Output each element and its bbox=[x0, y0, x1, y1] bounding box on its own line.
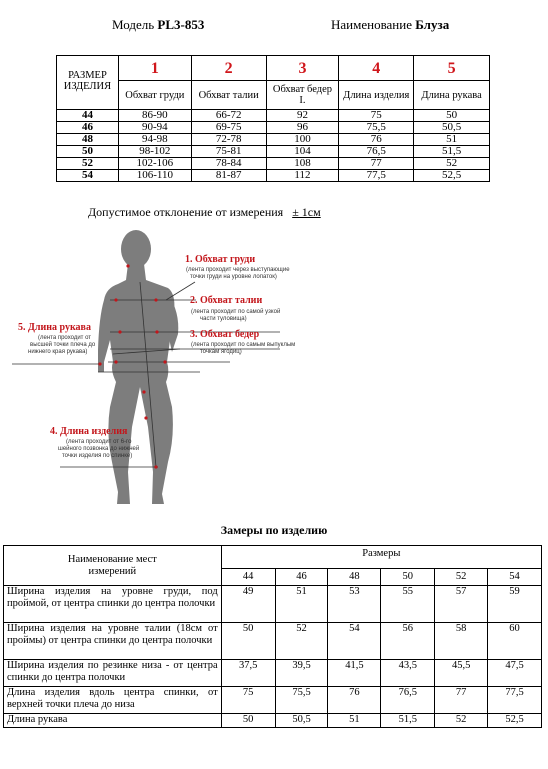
measure-row bbox=[4, 586, 542, 623]
measure-row bbox=[4, 714, 542, 728]
size-cell: 52 bbox=[57, 158, 119, 170]
size-row bbox=[57, 110, 490, 122]
label-sleeve-note-2: высшей точки плеча до bbox=[30, 342, 96, 348]
size-value-cell: 92 bbox=[266, 110, 339, 122]
measure-value-cell: 55 bbox=[381, 586, 435, 623]
model-line bbox=[112, 17, 204, 33]
col-num-5: 5 bbox=[414, 56, 490, 81]
measure-row bbox=[4, 687, 542, 714]
size-value-cell: 108 bbox=[266, 158, 339, 170]
size-value-cell: 112 bbox=[266, 170, 339, 182]
label-waist-note: (лента проходит по самой узкой bbox=[191, 309, 281, 315]
measurement-figure bbox=[0, 222, 548, 507]
label-hips bbox=[190, 329, 295, 355]
size-value-cell: 90-94 bbox=[118, 122, 191, 134]
deviation-note bbox=[88, 205, 321, 220]
size-value-cell: 52,5 bbox=[414, 170, 490, 182]
size-value-cell: 51 bbox=[414, 134, 490, 146]
measure-value-cell: 52 bbox=[275, 623, 328, 660]
label-waist bbox=[190, 295, 280, 322]
label-hips-title: 3. Обхват бедер bbox=[190, 329, 260, 340]
size-corner-label: РАЗМЕР ИЗДЕЛИЯ bbox=[57, 56, 119, 110]
size-value-cell: 98-102 bbox=[118, 146, 191, 158]
size-value-cell: 69-75 bbox=[191, 122, 266, 134]
col-num-1: 1 bbox=[118, 56, 191, 81]
measure-value-cell: 37,5 bbox=[221, 660, 275, 687]
measure-value-cell: 50 bbox=[221, 623, 275, 660]
label-chest-note-2: точки груди на уровне лопаток) bbox=[190, 274, 277, 280]
size-value-cell: 52 bbox=[414, 158, 490, 170]
measure-value-cell: 51 bbox=[275, 586, 328, 623]
measure-name-cell: Длина изделия вдоль центра спинки, от верхней точки плеча до низа bbox=[4, 687, 222, 714]
measure-value-cell: 75 bbox=[221, 687, 275, 714]
measure-value-cell: 60 bbox=[488, 623, 542, 660]
size-value-cell: 100 bbox=[266, 134, 339, 146]
measure-name-cell: Ширина изделия на уровне груди, под проймой, от центра спинки до центра полочки bbox=[4, 586, 222, 623]
measure-value-cell: 59 bbox=[488, 586, 542, 623]
size-value-cell: 96 bbox=[266, 122, 339, 134]
col-label-chest: Обхват груди bbox=[118, 81, 191, 110]
size-header-cell: 46 bbox=[275, 569, 328, 586]
col-num-3: 3 bbox=[266, 56, 339, 81]
size-value-cell: 81-87 bbox=[191, 170, 266, 182]
size-value-cell: 106-110 bbox=[118, 170, 191, 182]
measure-table bbox=[3, 545, 542, 728]
size-cell: 44 bbox=[57, 110, 119, 122]
measure-value-cell: 50,5 bbox=[275, 714, 328, 728]
label-sleeve-note: (лента проходит от bbox=[38, 335, 92, 341]
size-row bbox=[57, 134, 490, 146]
size-row bbox=[57, 170, 490, 182]
measure-value-cell: 77,5 bbox=[488, 687, 542, 714]
col-label-length: Длина изделия bbox=[339, 81, 414, 110]
name-value: Блуза bbox=[415, 17, 450, 32]
col-num-2: 2 bbox=[191, 56, 266, 81]
measure-value-cell: 77 bbox=[435, 687, 488, 714]
label-waist-title: 2. Обхват талии bbox=[190, 295, 263, 306]
measure-name-cell: Ширина изделия по резинке низа - от центра спинки до центра полочки bbox=[4, 660, 222, 687]
measure-value-cell: 45,5 bbox=[435, 660, 488, 687]
measure-value-cell: 53 bbox=[328, 586, 381, 623]
size-cell: 54 bbox=[57, 170, 119, 182]
measure-value-cell: 49 bbox=[221, 586, 275, 623]
size-value-cell: 76,5 bbox=[339, 146, 414, 158]
size-value-cell: 102-106 bbox=[118, 158, 191, 170]
label-chest-note: (лента проходит через выступающие bbox=[186, 267, 290, 273]
label-waist-note-2: части туловища) bbox=[200, 316, 247, 322]
measure-value-cell: 51 bbox=[328, 714, 381, 728]
measure-name-cell: Длина рукава bbox=[4, 714, 222, 728]
size-value-cell: 77 bbox=[339, 158, 414, 170]
model-value: PL3-853 bbox=[157, 17, 205, 32]
size-header-cell: 50 bbox=[381, 569, 435, 586]
size-value-cell: 50,5 bbox=[414, 122, 490, 134]
col-label-waist: Обхват талии bbox=[191, 81, 266, 110]
measure-row bbox=[4, 660, 542, 687]
size-table bbox=[56, 55, 490, 182]
size-value-cell: 50 bbox=[414, 110, 490, 122]
label-length-note-3: точки изделия по спинке) bbox=[62, 453, 133, 459]
size-header-cell: 48 bbox=[328, 569, 381, 586]
name-line bbox=[331, 17, 449, 33]
measure-value-cell: 54 bbox=[328, 623, 381, 660]
size-header-cell: 54 bbox=[488, 569, 542, 586]
measure-value-cell: 76 bbox=[328, 687, 381, 714]
label-chest-title: 1. Обхват груди bbox=[185, 254, 256, 265]
measure-value-cell: 39,5 bbox=[275, 660, 328, 687]
label-hips-note: (лента проходит по самым выпуклым bbox=[191, 342, 296, 348]
label-hips-note-2: точкам ягодиц) bbox=[200, 349, 242, 355]
size-header-cell: 44 bbox=[221, 569, 275, 586]
col-num-4: 4 bbox=[339, 56, 414, 81]
label-sleeve-title: 5. Длина рукава bbox=[18, 322, 91, 333]
measure-value-cell: 41,5 bbox=[328, 660, 381, 687]
name-label: Наименование bbox=[331, 17, 412, 32]
size-value-cell: 66-72 bbox=[191, 110, 266, 122]
measure-name-cell: Ширина изделия на уровне талии (18см от проймы) от центра спинки до центра полочки bbox=[4, 623, 222, 660]
size-value-cell: 75 bbox=[339, 110, 414, 122]
label-length-note: (лента проходит от 6-го bbox=[66, 439, 132, 445]
size-value-cell: 75,5 bbox=[339, 122, 414, 134]
measure-value-cell: 47,5 bbox=[488, 660, 542, 687]
size-value-cell: 104 bbox=[266, 146, 339, 158]
measure-value-cell: 43,5 bbox=[381, 660, 435, 687]
size-cell: 48 bbox=[57, 134, 119, 146]
size-header-cell: 52 bbox=[435, 569, 488, 586]
measure-row bbox=[4, 623, 542, 660]
size-value-cell: 77,5 bbox=[339, 170, 414, 182]
label-chest bbox=[185, 254, 290, 280]
col-label-sleeve: Длина рукава bbox=[414, 81, 490, 110]
measure-value-cell: 57 bbox=[435, 586, 488, 623]
size-value-cell: 75-81 bbox=[191, 146, 266, 158]
measure-value-cell: 52,5 bbox=[488, 714, 542, 728]
sizes-header: Размеры bbox=[221, 546, 541, 569]
label-sleeve-note-3: нижнего края рукава) bbox=[28, 349, 88, 355]
measure-table-title: Замеры по изделию bbox=[220, 523, 328, 537]
measure-value-cell: 58 bbox=[435, 623, 488, 660]
size-cell: 46 bbox=[57, 122, 119, 134]
size-value-cell: 72-78 bbox=[191, 134, 266, 146]
size-row bbox=[57, 158, 490, 170]
size-value-cell: 76 bbox=[339, 134, 414, 146]
deviation-text: Допустимое отклонение от измерения bbox=[88, 205, 284, 219]
size-value-cell: 86-90 bbox=[118, 110, 191, 122]
measure-value-cell: 52 bbox=[435, 714, 488, 728]
size-row bbox=[57, 146, 490, 158]
size-row bbox=[57, 122, 490, 134]
body-silhouette bbox=[98, 230, 178, 504]
deviation-value: ± 1см bbox=[292, 205, 321, 219]
size-value-cell: 78-84 bbox=[191, 158, 266, 170]
measure-value-cell: 75,5 bbox=[275, 687, 328, 714]
measure-name-header: Наименование мест измерений bbox=[4, 546, 222, 586]
size-cell: 50 bbox=[57, 146, 119, 158]
measure-value-cell: 56 bbox=[381, 623, 435, 660]
label-length bbox=[50, 426, 139, 459]
label-sleeve bbox=[18, 322, 96, 355]
measure-value-cell: 50 bbox=[221, 714, 275, 728]
measure-value-cell: 76,5 bbox=[381, 687, 435, 714]
size-value-cell: 94-98 bbox=[118, 134, 191, 146]
measure-value-cell: 51,5 bbox=[381, 714, 435, 728]
size-value-cell: 51,5 bbox=[414, 146, 490, 158]
label-length-title: 4. Длина изделия bbox=[50, 426, 128, 437]
label-length-note-2: шейного позвонка до нижней bbox=[58, 446, 140, 452]
col-label-hips: Обхват бедер I. bbox=[266, 81, 339, 110]
model-label: Модель bbox=[112, 17, 155, 32]
